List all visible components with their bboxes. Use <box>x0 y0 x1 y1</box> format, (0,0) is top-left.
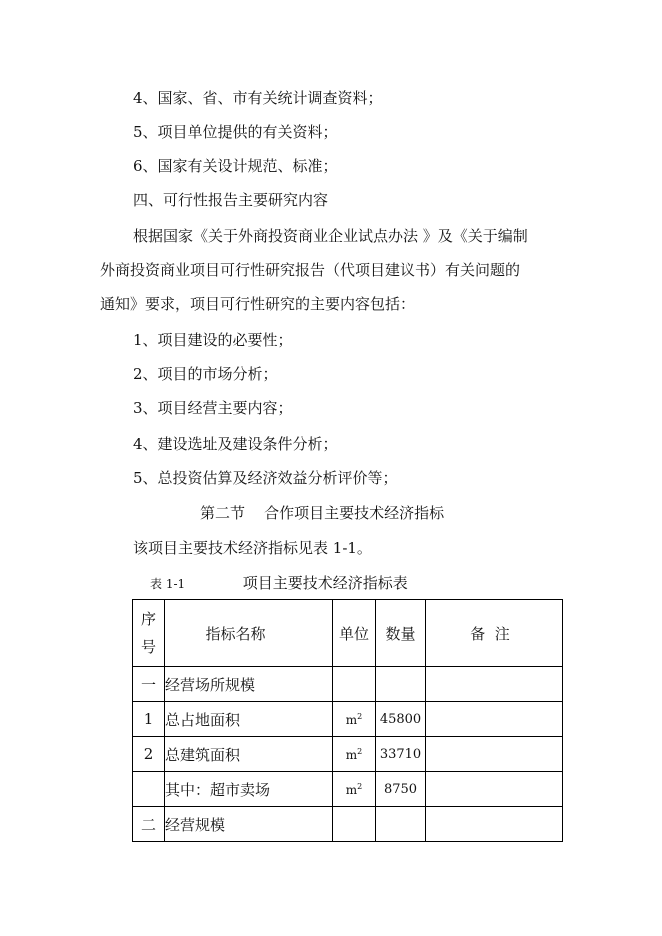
cell-unit <box>333 807 376 842</box>
header-seq <box>133 600 165 667</box>
cell-qty <box>376 807 426 842</box>
table-row <box>133 737 563 772</box>
section-heading-four: 四、可行性报告主要研究内容 <box>133 191 329 209</box>
cell-name: 总建筑面积 <box>165 737 333 772</box>
paragraph-item-4: 4、国家、省、市有关统计调查资料； <box>133 89 383 107</box>
cell-qty: 45800 <box>376 702 426 737</box>
cell-name: 经营场所规模 <box>165 667 333 702</box>
table-header-row <box>133 600 563 667</box>
content-item-4: 4、建设选址及建设条件分析； <box>133 435 338 453</box>
header-seq-bottom: 号 <box>140 638 156 656</box>
header-remark: 备 注 <box>426 600 563 667</box>
cell-unit <box>333 667 376 702</box>
cell-seq <box>133 772 165 807</box>
content-item-5: 5、总投资估算及经济效益分析评价等； <box>133 469 398 487</box>
table-caption <box>150 572 408 593</box>
header-unit: 单位 <box>333 600 376 667</box>
cell-name: 总占地面积 <box>165 702 333 737</box>
cell-qty: 8750 <box>376 772 426 807</box>
header-seq-top: 序 <box>140 610 156 628</box>
cell-seq: 二 <box>133 807 165 842</box>
table-row <box>133 807 563 842</box>
table-row <box>133 772 563 807</box>
content-item-2: 2、项目的市场分析； <box>133 365 278 383</box>
header-name: 指标名称 <box>165 600 333 667</box>
content-item-3: 3、项目经营主要内容； <box>133 399 293 417</box>
cell-name: 其中：超市卖场 <box>165 772 333 807</box>
table-row <box>133 667 563 702</box>
body-paragraph-line-1: 根据国家《关于外商投资商业企业试点办法 》及《关于编制 <box>133 227 528 245</box>
cell-remark <box>426 702 563 737</box>
paragraph-item-5: 5、项目单位提供的有关资料； <box>133 123 338 141</box>
cell-unit: $m^2$ <box>333 737 376 772</box>
cell-qty <box>376 667 426 702</box>
table-intro: 该项目主要技术经济指标见表 1-1。 <box>133 539 372 557</box>
indicators-table <box>132 599 563 842</box>
table-caption-title: 项目主要技术经济指标表 <box>242 574 408 592</box>
cell-remark <box>426 667 563 702</box>
cell-seq: 1 <box>133 702 165 737</box>
table-row <box>133 702 563 737</box>
cell-unit: $m^2$ <box>333 702 376 737</box>
body-paragraph-line-2: 外商投资商业项目可行性研究报告（代项目建议书）有关问题的 <box>100 261 521 279</box>
table-caption-number: 表 1-1 <box>150 577 186 591</box>
section-title: 第二节 合作项目主要技术经济指标 <box>200 504 445 522</box>
cell-remark <box>426 737 563 772</box>
cell-remark <box>426 807 563 842</box>
paragraph-item-6: 6、国家有关设计规范、标准； <box>133 157 338 175</box>
content-item-1: 1、项目建设的必要性； <box>133 331 293 349</box>
cell-name: 经营规模 <box>165 807 333 842</box>
cell-seq: 一 <box>133 667 165 702</box>
cell-remark <box>426 772 563 807</box>
cell-qty: 33710 <box>376 737 426 772</box>
body-paragraph-line-3: 通知》要求，项目可行性研究的主要内容包括： <box>100 295 416 313</box>
cell-seq: 2 <box>133 737 165 772</box>
header-qty: 数量 <box>376 600 426 667</box>
cell-unit: $m^2$ <box>333 772 376 807</box>
